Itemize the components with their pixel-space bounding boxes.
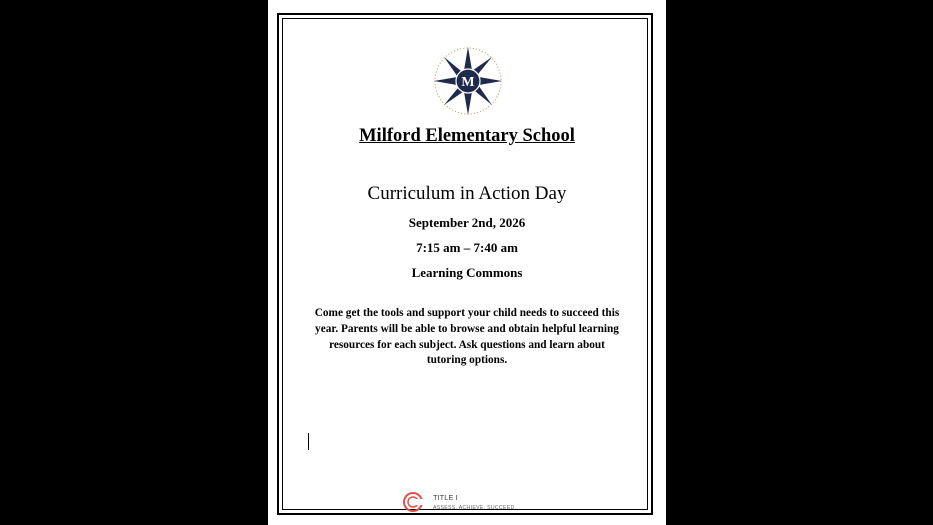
footer-tagline: ASSESS. ACHIEVE. SUCCEED. [433,505,517,511]
document-page[interactable] [268,0,666,525]
event-description: Come get the tools and support your child needs to succeed this year. Parents will be able to browse and obtain helpful learning resources for each subject. Ask questions and learn about tutoring options. [314,307,620,367]
svg-text:M: M [461,75,475,90]
event-time: 7:15 am – 7:40 am [416,240,518,255]
compass-star-m-icon [432,45,504,117]
event-title: Curriculum in Action Day [367,183,567,204]
school-name: Milford Elementary School [359,126,575,146]
text-cursor [308,433,309,450]
event-location: Learning Commons [411,265,523,280]
footer-title: TITLE I [433,493,458,502]
event-date: September 2nd, 2026 [408,215,526,230]
title-one-logo-icon [402,491,426,513]
